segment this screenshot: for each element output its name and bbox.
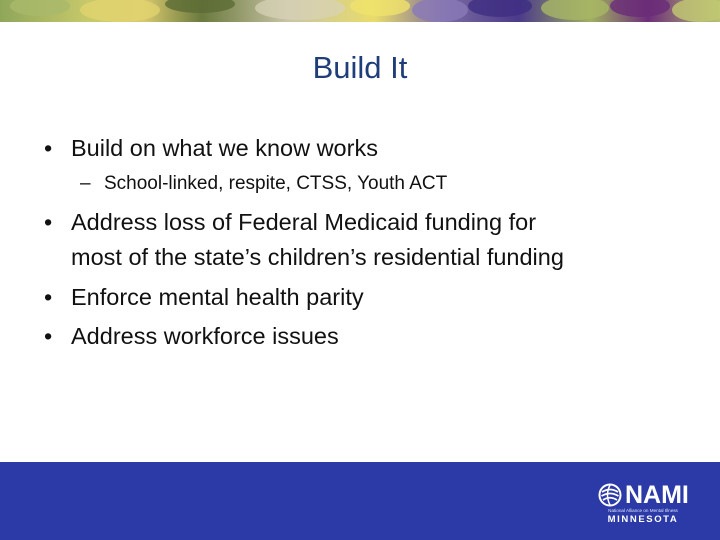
nami-minnesota-logo (598, 481, 688, 527)
logo-tagline: National Alliance on Mental Illness (608, 508, 678, 513)
bullet-glyph: • (44, 284, 53, 310)
bullet-text: most of the state’s children’s residential funding (71, 244, 564, 270)
bullet-item (44, 321, 339, 351)
bullet-item (44, 133, 378, 163)
bullet-glyph: • (44, 135, 53, 161)
globe-icon (598, 483, 622, 507)
bullet-item (44, 282, 364, 312)
slide-title: Build It (312, 50, 408, 85)
logo-wordmark: NAMI (625, 481, 689, 509)
bullet-item (44, 207, 537, 237)
bullet-continuation (71, 242, 564, 272)
sub-bullet-glyph: – (80, 173, 91, 194)
logo-region: MINNESOTA (607, 514, 679, 525)
bullet-text: Address workforce issues (71, 323, 339, 349)
bullet-glyph: • (44, 209, 53, 235)
bullet-text: Enforce mental health parity (71, 284, 364, 310)
bullet-text: Address loss of Federal Medicaid funding for (71, 209, 537, 235)
sub-bullet-text: School-linked, respite, CTSS, Youth ACT (104, 173, 448, 194)
sub-bullet-item (80, 172, 448, 196)
bullet-text: Build on what we know works (71, 135, 378, 161)
bullet-glyph: • (44, 323, 53, 349)
